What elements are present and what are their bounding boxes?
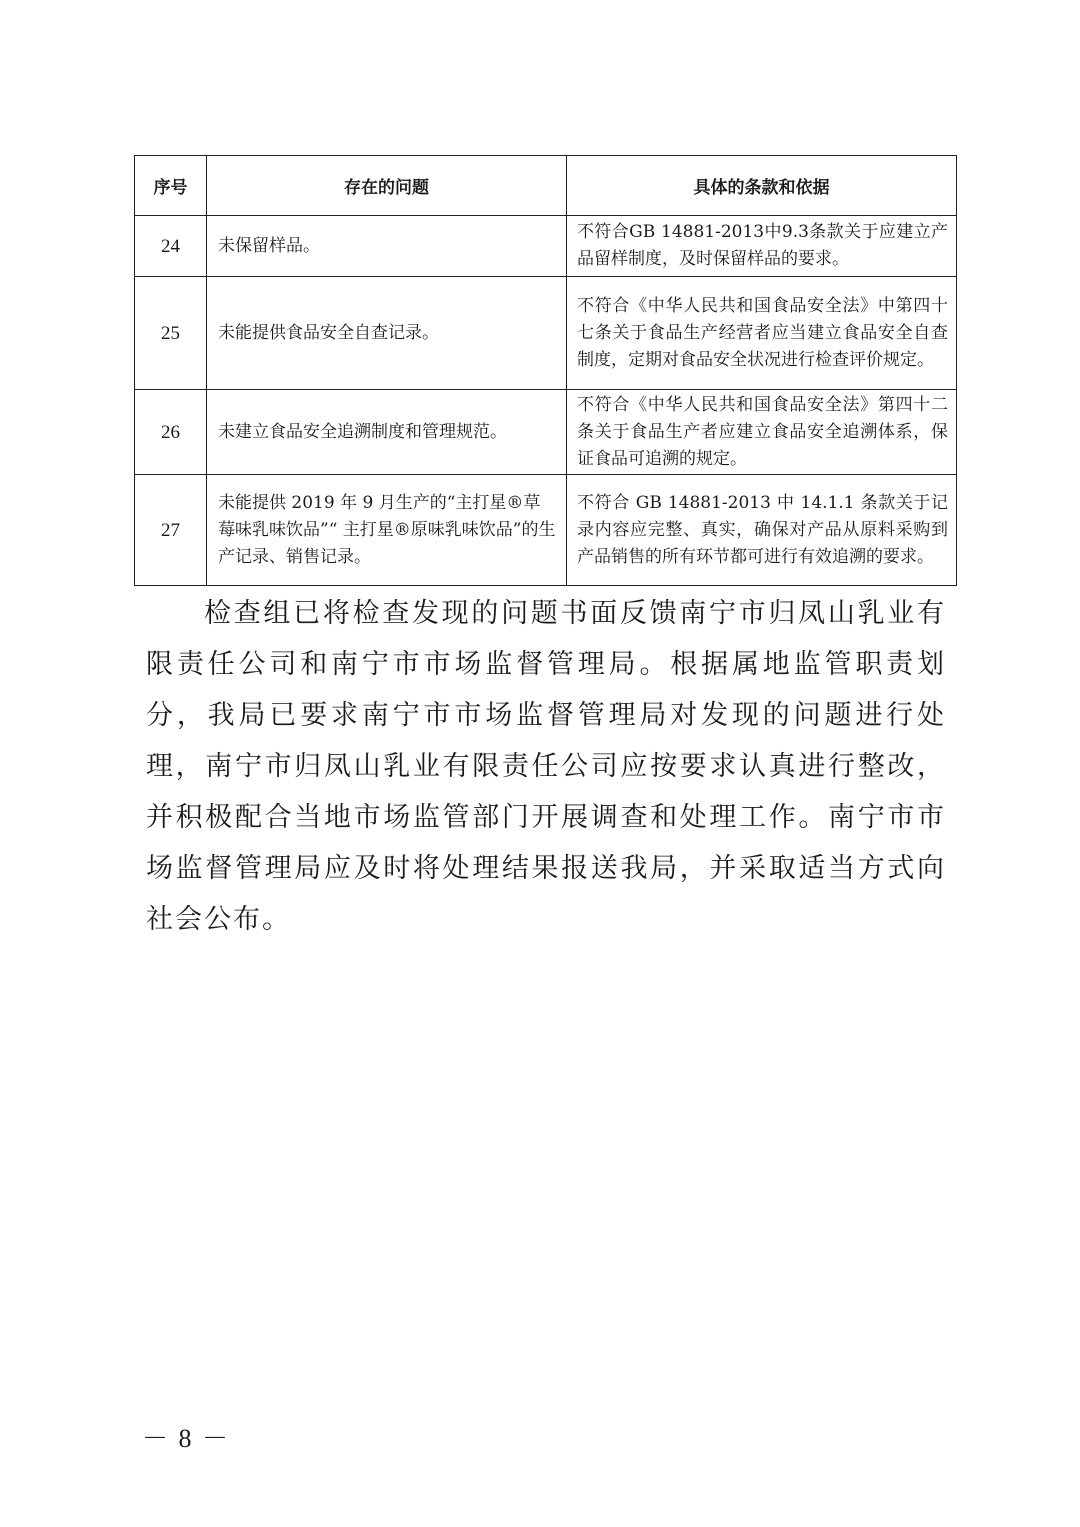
table-row bbox=[135, 475, 957, 586]
body-paragraph: 检查组已将检查发现的问题书面反馈南宁市归凤山乳业有限责任公司和南宁市市场监督管理局。根据属地监管职责划分，我局已要求南宁市市场监督管理局对发现的问题进行处理，南宁市归凤山乳业有限责任公司应按要求认真进行整改，并积极配合当地市场监管部门开展调查和处理工作。南宁市市场监督管理局应及时将处理结果报送我局，并采取适当方式向社会公布。 bbox=[146, 598, 946, 935]
page-number: － 8 － bbox=[142, 1424, 231, 1453]
table-row bbox=[135, 216, 957, 277]
table-header-row bbox=[135, 156, 957, 216]
row-basis: 不符合 GB 14881-2013 中 14.1.1 条款关于记录内容应完整、真实，确保对产品从原料采购到产品销售的所有环节都可进行有效追溯的要求。 bbox=[567, 475, 957, 586]
row-number: 26 bbox=[135, 390, 207, 475]
row-number: 25 bbox=[135, 277, 207, 390]
row-issue: 未建立食品安全追溯制度和管理规范。 bbox=[207, 390, 567, 475]
row-issue: 未能提供食品安全自查记录。 bbox=[207, 277, 567, 390]
row-basis: 不符合《中华人民共和国食品安全法》第四十二条关于食品生产者应建立食品安全追溯体系，保证食品可追溯的规定。 bbox=[567, 390, 957, 475]
table-row bbox=[135, 277, 957, 390]
row-number: 27 bbox=[135, 475, 207, 586]
row-number: 24 bbox=[135, 216, 207, 277]
header-basis: 具体的条款和依据 bbox=[567, 156, 957, 216]
table-row bbox=[135, 390, 957, 475]
row-issue: 未保留样品。 bbox=[207, 216, 567, 277]
row-issue: 未能提供 2019 年 9 月生产的“主打星®草莓味乳味饮品”“ 主打星®原味乳味饮品”的生产记录、销售记录。 bbox=[207, 475, 567, 586]
row-basis: 不符合GB 14881-2013中9.3条款关于应建立产品留样制度，及时保留样品的要求。 bbox=[567, 216, 957, 277]
row-basis: 不符合《中华人民共和国食品安全法》中第四十七条关于食品生产经营者应当建立食品安全自查制度，定期对食品安全状况进行检查评价规定。 bbox=[567, 277, 957, 390]
findings-table bbox=[134, 155, 957, 586]
header-num: 序号 bbox=[135, 156, 207, 216]
header-issue: 存在的问题 bbox=[207, 156, 567, 216]
